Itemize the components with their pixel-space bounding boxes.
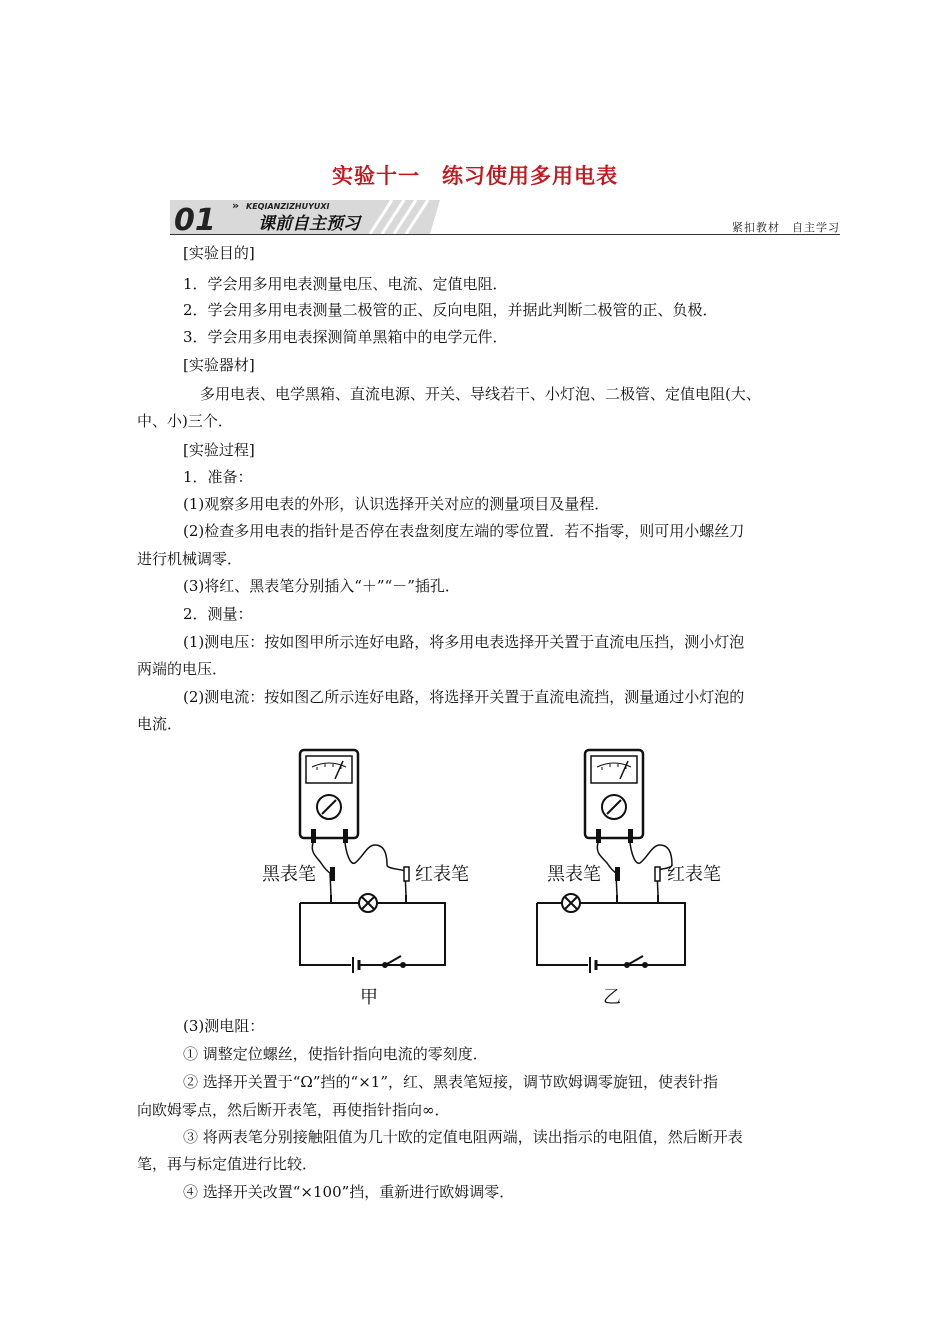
banner-heading: 课前自主预习 [258,214,360,234]
text-line: 1．准备： [183,468,253,486]
heading-equipment: [实验器材] [183,356,255,374]
text-line: (1)测电压：按如图甲所示连好电路，将多用电表选择开关置于直流电压挡，测小灯泡 [183,633,745,651]
text-line: 两端的电压． [137,660,228,678]
text-line: 3．学会用多用电表探测简单黑箱中的电学元件． [183,328,508,346]
text-line: 进行机械调零． [137,550,243,568]
multimeter-a [300,750,358,838]
text-line: 2．学会用多用电表测量二极管的正、反向电阻，并据此判断二极管的正、负极． [183,301,718,319]
figure-label-b: 乙 [603,987,621,1008]
figure-label-a: 甲 [360,987,378,1008]
text-line: (2)检查多用电表的指针是否停在表盘刻度左端的零位置．若不指零，则可用小螺丝刀 [183,522,745,540]
text-line: ④ 选择开关改置“×100”挡，重新进行欧姆调零． [183,1183,515,1201]
text-line: 电流． [137,715,183,733]
text-line: (2)测电流：按如图乙所示连好电路，将选择开关置于直流电流挡，测量通过小灯泡的 [183,688,745,706]
section-banner [170,196,450,234]
text-line: 笔，再与标定值进行比较． [137,1155,318,1173]
heading-procedure: [实验过程] [183,441,255,459]
text-line: (1)观察多用电表的外形，认识选择开关对应的测量项目及量程． [183,495,610,513]
black-probe-label-b: 黑表笔 [547,864,601,885]
text-line: 1．学会用多用电表测量电压、电流、定值电阻． [183,275,508,293]
heading-purpose: [实验目的] [183,244,255,262]
red-probe-label-a: 红表笔 [415,864,469,885]
multimeter-b [585,750,643,838]
chevron-icon: » [232,199,240,212]
text-line: (3)测电阻： [183,1017,265,1035]
text-line: ③ 将两表笔分别接触阻值为几十欧的定值电阻两端，读出指示的电阻值，然后断开表 [183,1128,743,1146]
banner-number: 01 [174,203,216,234]
section-divider [170,234,840,235]
red-probe-label-b: 红表笔 [667,864,721,885]
banner-tagline: 紧扣教材 自主学习 [732,221,840,234]
text-line: 多用电表、电学黑箱、直流电源、开关、导线若干、小灯泡、二极管、定值电阻(大、 [200,385,761,403]
text-line: 中、小)三个． [137,412,233,430]
text-line: 2．测量： [183,605,253,623]
banner-pinyin: KEQIANZIZHUYUXI [246,202,330,211]
black-probe-label-a: 黑表笔 [262,864,316,885]
circuit-figure [255,745,735,1010]
page-title: 实验十一 练习使用多用电表 [332,164,618,188]
text-line: ② 选择开关置于“Ω”挡的“×1”，红、黑表笔短接，调节欧姆调零旋钮，使表针指 [183,1073,718,1091]
text-line: 向欧姆零点，然后断开表笔，再使指针指向∞． [137,1101,450,1119]
text-line: (3)将红、黑表笔分别插入“＋”“－”插孔． [183,577,460,595]
text-line: ① 调整定位螺丝，使指针指向电流的零刻度． [183,1045,488,1063]
